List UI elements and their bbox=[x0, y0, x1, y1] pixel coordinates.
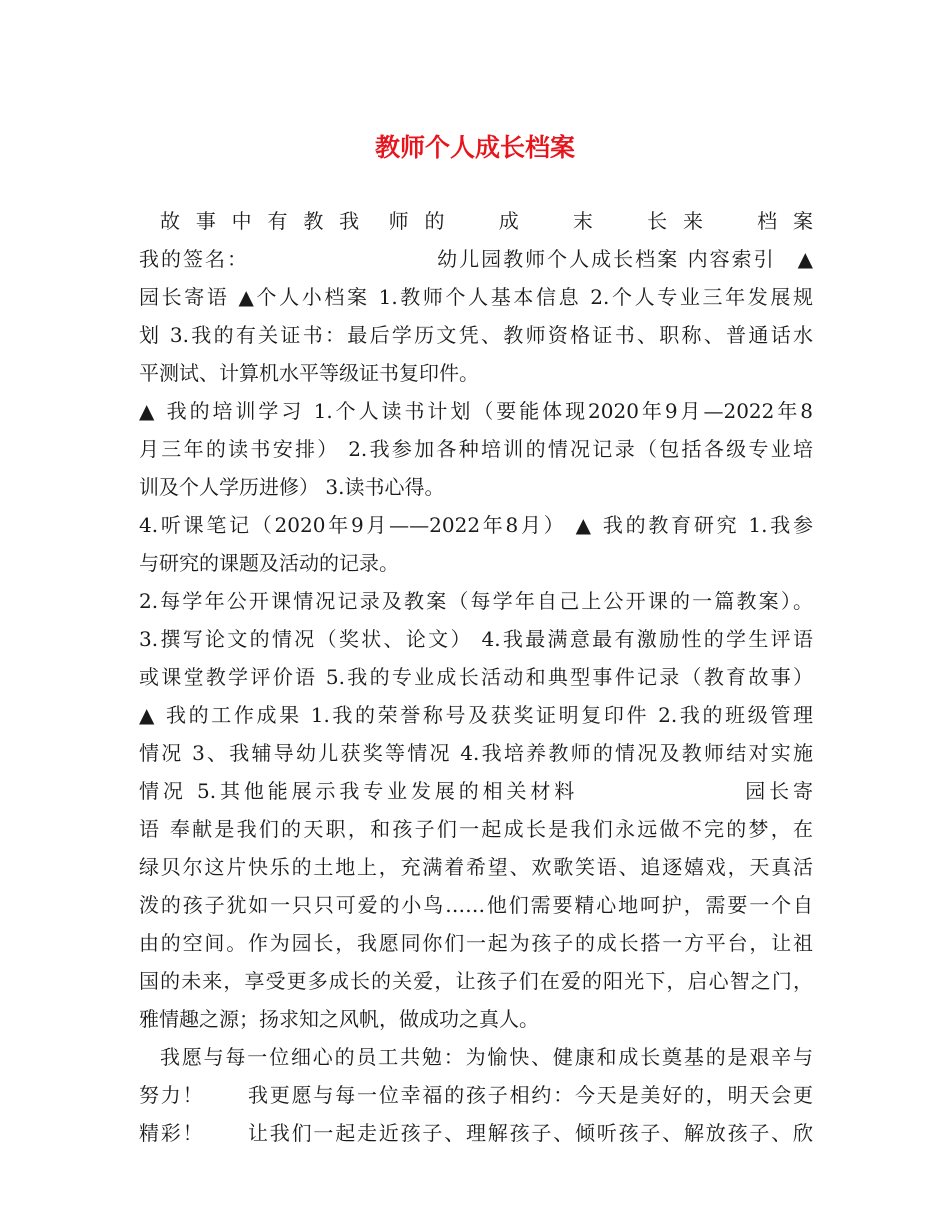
text-line: 故 事 中 有 教 我 师 的 成 末 长 来 档 案 bbox=[160, 209, 813, 233]
text-line: 4.听课笔记（2020年9月——2022年8月） ▲ 我的教育研究 1.我参 bbox=[139, 513, 813, 537]
text-line: 训及个人学历进修） 3.读书心得。 bbox=[139, 475, 445, 499]
text-line: 语 奉献是我们的天职，和孩子们一起成长是我们永远做不完的梦，在 bbox=[139, 817, 813, 841]
text-line: 月三年的读书安排） 2.我参加各种培训的情况记录（包括各级专业培 bbox=[139, 437, 813, 461]
text-line: 努力！ 我更愿与每一位幸福的孩子相约：今天是美好的，明天会更 bbox=[139, 1083, 813, 1107]
text-line: 园长寄语 ▲个人小档案 1.教师个人基本信息 2.个人专业三年发展规 bbox=[139, 285, 813, 309]
text-line: 绿贝尔这片快乐的土地上，充满着希望、欢歌笑语、追逐嬉戏，天真活 bbox=[139, 855, 813, 879]
text-line: 雅情趣之源；扬求知之风帆，做成功之真人。 bbox=[139, 1007, 539, 1031]
text-line: 划 3.我的有关证书：最后学历文凭、教师资格证书、职称、普通话水 bbox=[139, 323, 813, 347]
text-line: ▲ 我的培训学习 1.个人读书计划（要能体现2020年9月—2022年8 bbox=[139, 399, 813, 423]
text-line: 泼的孩子犹如一只只可爱的小鸟……他们需要精心地呵护，需要一个自 bbox=[139, 893, 813, 917]
text-line: 情况 3、我辅导幼儿获奖等情况 4.我培养教师的情况及教师结对实施 bbox=[139, 741, 813, 765]
text-line: 与研究的课题及活动的记录。 bbox=[139, 551, 399, 575]
text-line: 3.撰写论文的情况（奖状、论文） 4.我最满意最有激励性的学生评语 bbox=[139, 627, 813, 651]
text-line: 情况 5.其他能展示我专业发展的相关材料 园长寄 bbox=[139, 779, 813, 803]
text-line: 由的空间。作为园长，我愿同你们一起为孩子的成长搭一方平台，让祖 bbox=[139, 931, 813, 955]
text-line: 或课堂教学评价语 5.我的专业成长活动和典型事件记录（教育故事） bbox=[139, 665, 813, 689]
text-line: 平测试、计算机水平等级证书复印件。 bbox=[139, 361, 479, 385]
text-line: ▲ 我的工作成果 1.我的荣誉称号及获奖证明复印件 2.我的班级管理 bbox=[139, 703, 813, 727]
text-line: 精彩！ 让我们一起走近孩子、理解孩子、倾听孩子、解放孩子、欣 bbox=[139, 1121, 813, 1145]
text-line: 我愿与每一位细心的员工共勉：为愉快、健康和成长奠基的是艰辛与 bbox=[160, 1045, 813, 1069]
document-title: 教师个人成长档案 bbox=[374, 133, 575, 162]
text-line: 2.每学年公开课情况记录及教案（每学年自己上公开课的一篇教案）。 bbox=[139, 589, 813, 613]
text-line: 我的签名： 幼儿园教师个人成长档案 内容索引 ▲ bbox=[139, 247, 813, 271]
text-line: 国的未来，享受更多成长的关爱，让孩子们在爱的阳光下，启心智之门， bbox=[139, 969, 813, 993]
